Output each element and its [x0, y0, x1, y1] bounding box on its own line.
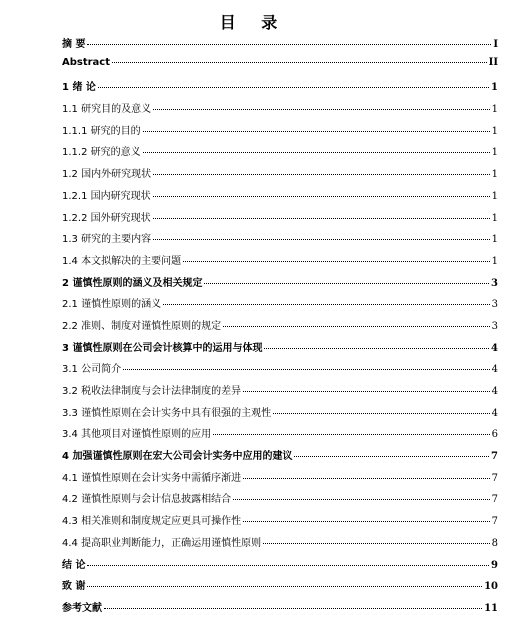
toc-entry[interactable] [62, 57, 498, 79]
toc-entry[interactable] [62, 100, 498, 122]
toc-entry[interactable] [62, 274, 498, 296]
toc-entry[interactable] [62, 425, 498, 447]
toc-entry-page-number: 1 [491, 147, 498, 159]
toc-entry[interactable] [62, 295, 498, 317]
dot-leader [153, 109, 490, 110]
toc-entry-label: 1.2.1 国内研究现状 [62, 190, 151, 202]
toc-entry[interactable] [62, 382, 498, 404]
toc-entry[interactable] [62, 534, 498, 556]
toc-entry-page-number: 1 [491, 82, 498, 94]
toc-entry-page-number: 11 [484, 602, 498, 614]
toc-entry-label: 1 绪 论 [62, 82, 96, 94]
toc-entry-label: 4.1 谨慎性原则在会计实务中需循序渐进 [62, 472, 242, 484]
toc-entry[interactable] [62, 512, 498, 534]
toc-entry[interactable] [62, 78, 498, 100]
toc-entry-label: Abstract [62, 56, 111, 68]
toc-entry-label: 致 谢 [62, 581, 86, 593]
toc-entry-page-number: 1 [491, 169, 498, 181]
dot-leader [183, 261, 490, 262]
toc-entry-page-number: 10 [484, 581, 498, 593]
toc-entry[interactable] [62, 469, 498, 491]
toc-entry-page-number: 6 [491, 429, 498, 441]
toc-entry-page-number: 1 [491, 212, 498, 224]
dot-leader [233, 499, 490, 500]
toc-entry[interactable] [62, 230, 498, 252]
toc-entry-label: 4.2 谨慎性原则与会计信息披露相结合 [62, 494, 232, 506]
dot-leader [243, 391, 490, 392]
dot-leader [264, 348, 489, 349]
toc-entry-page-number: 4 [491, 342, 498, 354]
toc-entry[interactable] [62, 165, 498, 187]
toc-entry[interactable] [62, 556, 498, 578]
toc-entry-page-number: 4 [491, 364, 498, 376]
toc-entry-label: 3.1 公司简介 [62, 364, 122, 376]
toc-entry-page-number: 9 [491, 559, 498, 571]
dot-leader [143, 152, 490, 153]
dot-leader [163, 304, 490, 305]
dot-leader [143, 131, 490, 132]
dot-leader [153, 196, 490, 197]
toc-entry-label: 3.3 谨慎性原则在会计实务中具有很强的主观性 [62, 407, 272, 419]
toc-entry-label: 3.4 其他项目对谨慎性原则的应用 [62, 429, 212, 441]
toc-entry-page-number: 4 [491, 407, 498, 419]
toc-entry-page-number: 1 [491, 125, 498, 137]
toc-entry-page-number: 7 [491, 451, 498, 463]
toc-entry-page-number: 1 [491, 234, 498, 246]
toc-entry-label: 1.1.1 研究的目的 [62, 125, 141, 137]
toc-entry-page-number: 7 [491, 516, 498, 528]
toc-entry-page-number: 7 [491, 494, 498, 506]
toc-entry[interactable] [62, 360, 498, 382]
toc-entry-page-number: 1 [491, 104, 498, 116]
dot-leader [123, 369, 490, 370]
dot-leader [98, 87, 489, 88]
toc-entry[interactable] [62, 339, 498, 361]
toc-entry[interactable] [62, 187, 498, 209]
toc-entry-label: 3 谨慎性原则在公司会计核算中的运用与体现 [62, 342, 263, 354]
dot-leader [294, 456, 489, 457]
dot-leader [243, 521, 490, 522]
dot-leader [243, 478, 490, 479]
toc-entry-page-number: II [488, 56, 498, 68]
table-of-contents [62, 35, 498, 621]
toc-entry-label: 1.1 研究目的及意义 [62, 104, 152, 116]
toc-entry[interactable] [62, 447, 498, 469]
dot-leader [263, 543, 490, 544]
dot-leader [153, 239, 490, 240]
toc-entry-label: 3.2 税收法律制度与会计法律制度的差异 [62, 386, 242, 397]
toc-entry-label: 1.1.2 研究的意义 [62, 147, 141, 159]
toc-entry-label: 结 论 [62, 559, 86, 571]
toc-entry-label: 4.4 提高职业判断能力，正确运用谨慎性原则 [62, 537, 262, 549]
toc-entry-page-number: 8 [491, 537, 498, 549]
toc-entry-label: 4.3 相关准则和制度规定应更具可操作性 [62, 516, 242, 528]
toc-entry-label: 参考文献 [62, 602, 102, 614]
toc-entry[interactable] [62, 490, 498, 512]
toc-entry[interactable] [62, 209, 498, 231]
toc-entry[interactable] [62, 35, 498, 57]
toc-entry-label: 2.1 谨慎性原则的涵义 [62, 299, 162, 311]
toc-entry-label: 摘 要 [62, 39, 86, 50]
toc-entry-label: 1.3 研究的主要内容 [62, 234, 152, 246]
toc-entry-label: 2 谨慎性原则的涵义及相关规定 [62, 277, 203, 289]
toc-entry-page-number: 3 [491, 320, 498, 332]
toc-entry[interactable] [62, 404, 498, 426]
toc-entry[interactable] [62, 143, 498, 165]
toc-entry-page-number: 3 [491, 299, 498, 311]
toc-entry-label: 1.2.2 国外研究现状 [62, 212, 151, 224]
toc-entry-page-number: 3 [491, 277, 498, 289]
dot-leader [223, 326, 490, 327]
toc-entry[interactable] [62, 599, 498, 621]
dot-leader [87, 586, 482, 587]
dot-leader [213, 434, 490, 435]
toc-entry-page-number: 7 [491, 472, 498, 484]
dot-leader [153, 174, 490, 175]
dot-leader [87, 565, 489, 566]
dot-leader [204, 283, 489, 284]
dot-leader [87, 44, 491, 45]
dot-leader [273, 413, 490, 414]
toc-entry-page-number: 1 [491, 190, 498, 202]
dot-leader [153, 218, 490, 219]
toc-entry-page-number: 4 [491, 386, 498, 397]
toc-entry[interactable] [62, 122, 498, 144]
toc-entry[interactable] [62, 252, 498, 274]
toc-entry-page-number: 1 [491, 255, 498, 267]
toc-entry-page-number: I [493, 39, 498, 50]
dot-leader [112, 62, 487, 63]
page-title: 目 录 [219, 13, 288, 32]
toc-entry-label: 1.2 国内外研究现状 [62, 169, 152, 181]
toc-entry-label: 1.4 本文拟解决的主要问题 [62, 255, 182, 267]
toc-entry-label: 4 加强谨慎性原则在宏大公司会计实务中应用的建议 [62, 451, 293, 463]
dot-leader [104, 608, 482, 609]
toc-entry[interactable] [62, 577, 498, 599]
toc-entry-label: 2.2 准则、制度对谨慎性原则的规定 [62, 320, 222, 332]
toc-entry[interactable] [62, 317, 498, 339]
